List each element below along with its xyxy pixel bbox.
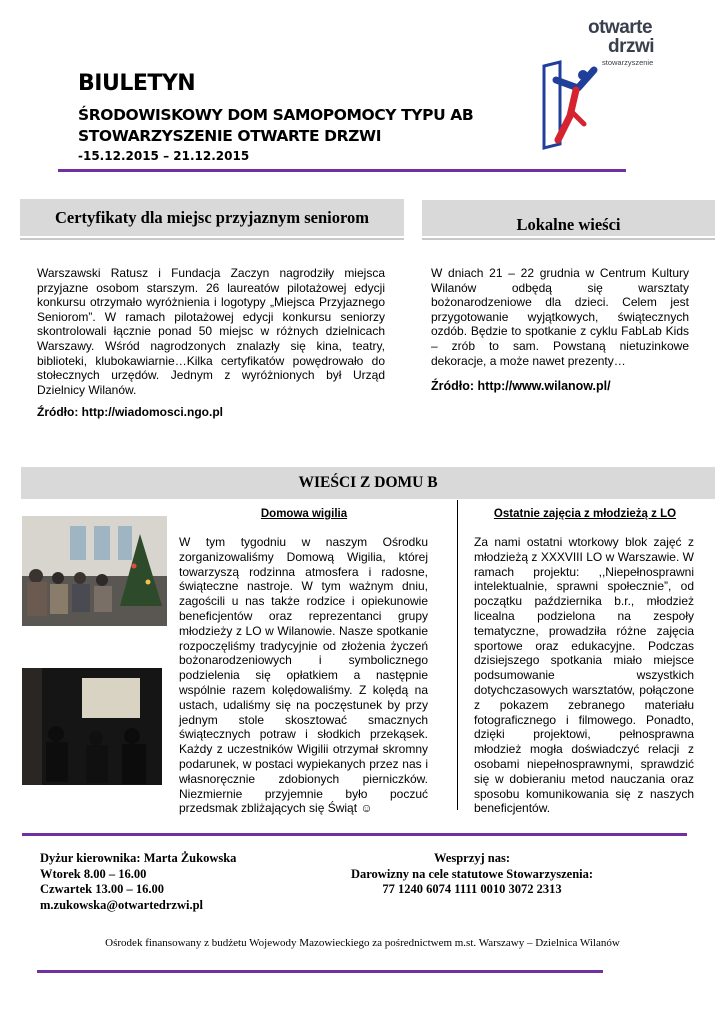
logo-text-line3: stowarzyszenie	[602, 58, 654, 67]
home-news-header	[21, 467, 715, 499]
home-news-heading: WIEŚCI Z DOMU B	[298, 474, 438, 491]
duty-info	[40, 851, 236, 913]
right-header-underline	[422, 238, 715, 240]
column-separator	[457, 500, 458, 810]
certificates-heading: Certyfikaty dla miejsc przyjaznym seniorom	[54, 207, 370, 227]
christmas-eve-photo	[22, 516, 167, 626]
local-news-article: W dniach 21 – 22 grudnia w Centrum Kultury Wilanów odbędą się warsztaty bożonarodzeniowe dla dzieci. Celem jest przygotowanie wyjątkowych, świątecznych ozdób. Będzie to spotkanie z cyklu FabLab Kids – zrób to sam. Powstaną nietuzinkowe dekoracje, a może nawet prezenty…	[431, 266, 689, 368]
local-news-source: Źródło: http://www.wilanow.pl/	[431, 379, 611, 393]
funding-note: Ośrodek finansowany z budżetu Wojewody Mazowieckiego za pośrednictwem m.st. Warszawy – Dzielnica Wilanów	[105, 937, 620, 949]
footer-bottom-divider	[37, 970, 603, 973]
certificates-source: Źródło: http://wiadomosci.ngo.pl	[37, 405, 223, 419]
org-name-line2: STOWARZYSZENIE OTWARTE DRZWI	[78, 127, 382, 145]
local-news-heading: Lokalne wieści	[516, 215, 621, 234]
otwarte-drzwi-logo	[588, 18, 658, 136]
bulletin-title: BIULETYN	[78, 71, 196, 96]
christmas-eve-title: Domowa wigilia	[260, 508, 348, 520]
christmas-eve-photo-image	[22, 516, 167, 626]
footer-top-divider	[22, 833, 687, 836]
duty-manager: Dyżur kierownika: Marta Żukowska	[40, 851, 237, 865]
duty-tuesday: Wtorek 8.00 – 16.00	[40, 866, 147, 881]
left-header-underline	[20, 238, 404, 240]
logo-text-line2: drzwi	[608, 36, 655, 57]
logo-text-line1: otwarte	[588, 17, 653, 38]
duty-thursday: Czwartek 13.00 – 16.00	[40, 882, 164, 896]
bank-account-number: 77 1240 6074 1111 0010 3072 2313	[382, 882, 562, 896]
certificates-article: Warszawski Ratusz i Fundacja Zaczyn nagrodziły miejsca przyjazne osobom starszym. 26 laureatów pilotażowej edycji konkursu otrzymało wyróżnienia i logotypy „Miejsca Przyjaznego Seniorom”. W ramach pilotażowej edycji konkursu seniorzy skontrolowali łącznie ponad 50 miejsc w różnych dzielnicach Warszawy. Wśród nagrodzonych znalazły się kina, teatry, biblioteki, klubokawiarnie…Kilka certyfikatów powędrowało do stołecznych urzędów. Jednym z wyróżnionych był Urząd Dzielnicy Wilanów.	[37, 266, 385, 397]
door-figure-icon	[536, 60, 608, 152]
org-name-line1: ŚRODOWISKOWY DOM SAMOPOMOCY TYPU AB	[78, 106, 474, 124]
local-news-section-header	[422, 200, 715, 236]
date-range: -15.12.2015 – 21.12.2015	[78, 149, 250, 163]
youth-meeting-photo	[22, 668, 162, 785]
youth-meeting-photo-image	[22, 668, 162, 785]
duty-email: m.zukowska@otwartedrzwi.pl	[40, 897, 204, 912]
christmas-eve-article: W tym tygodniu w naszym Ośrodku zorganizowaliśmy Domową Wigilia, której towarzyszą rodzinna atmosfera i radosne, świąteczne nastroje. W tym ważnym dniu, zagościli u nas także rodzice i opiekunowie beneficjentów oraz reprezentanci grupy młodzieży z LO w Wilanowie. Nasze spotkanie rozpoczęliśmy tradycyjnie od złożenia życzeń bożonarodzeniowych i symbolicznego podzielenia się opłatkiem a następnie wspólnie razem kolędowaliśmy. Z kolędą na ustach, udaliśmy się na poczęstunek by przy jednym stole skosztować smacznych świątecznych potraw i słodkich przekąsek. Każdy z uczestników Wigilii otrzymał skromny podarunek, w postaci wypiekanych przez nas i własnoręcznie zdobionych pierniczków. Niezmiernie przyjemnie było poczuć przedsmak zbliżających się Świąt ☺	[179, 535, 428, 816]
support-title: Wesprzyj nas:	[433, 851, 511, 865]
certificates-section-header	[20, 199, 404, 236]
support-info	[330, 851, 614, 898]
youth-classes-title: Ostatnie zajęcia z młodzieżą z LO	[493, 508, 677, 520]
youth-classes-article: Za nami ostatni wtorkowy blok zajęć z młodzieżą z XXXVIII LO w Warszawie. W ramach projektu: ,,Niepełnosprawni intelektualnie, sprawni społecznie”, od początku października b.r., młodzież licealna podzielona na zespoły tematyczne, prowadziła różne zajęcia sportowe oraz edukacyjne. Podczas dzisiejszego spotkania miało miejsce podsumowanie wszystkich dotychczasowych warsztatów, połączone z pokazem zebranego materiału fotograficznego i filmowego. Ponadto, dzięki projektowi, pełnosprawna młodzież mogła doświadczyć relacji z osobami niepełnosprawnymi, sprawdzić się w dobieraniu metod nauczania oraz sposobu komunikowania się z naszych beneficjentów.	[474, 535, 694, 816]
header-divider	[58, 169, 626, 172]
support-description: Darowizny na cele statutowe Stowarzyszenia:	[350, 866, 594, 881]
